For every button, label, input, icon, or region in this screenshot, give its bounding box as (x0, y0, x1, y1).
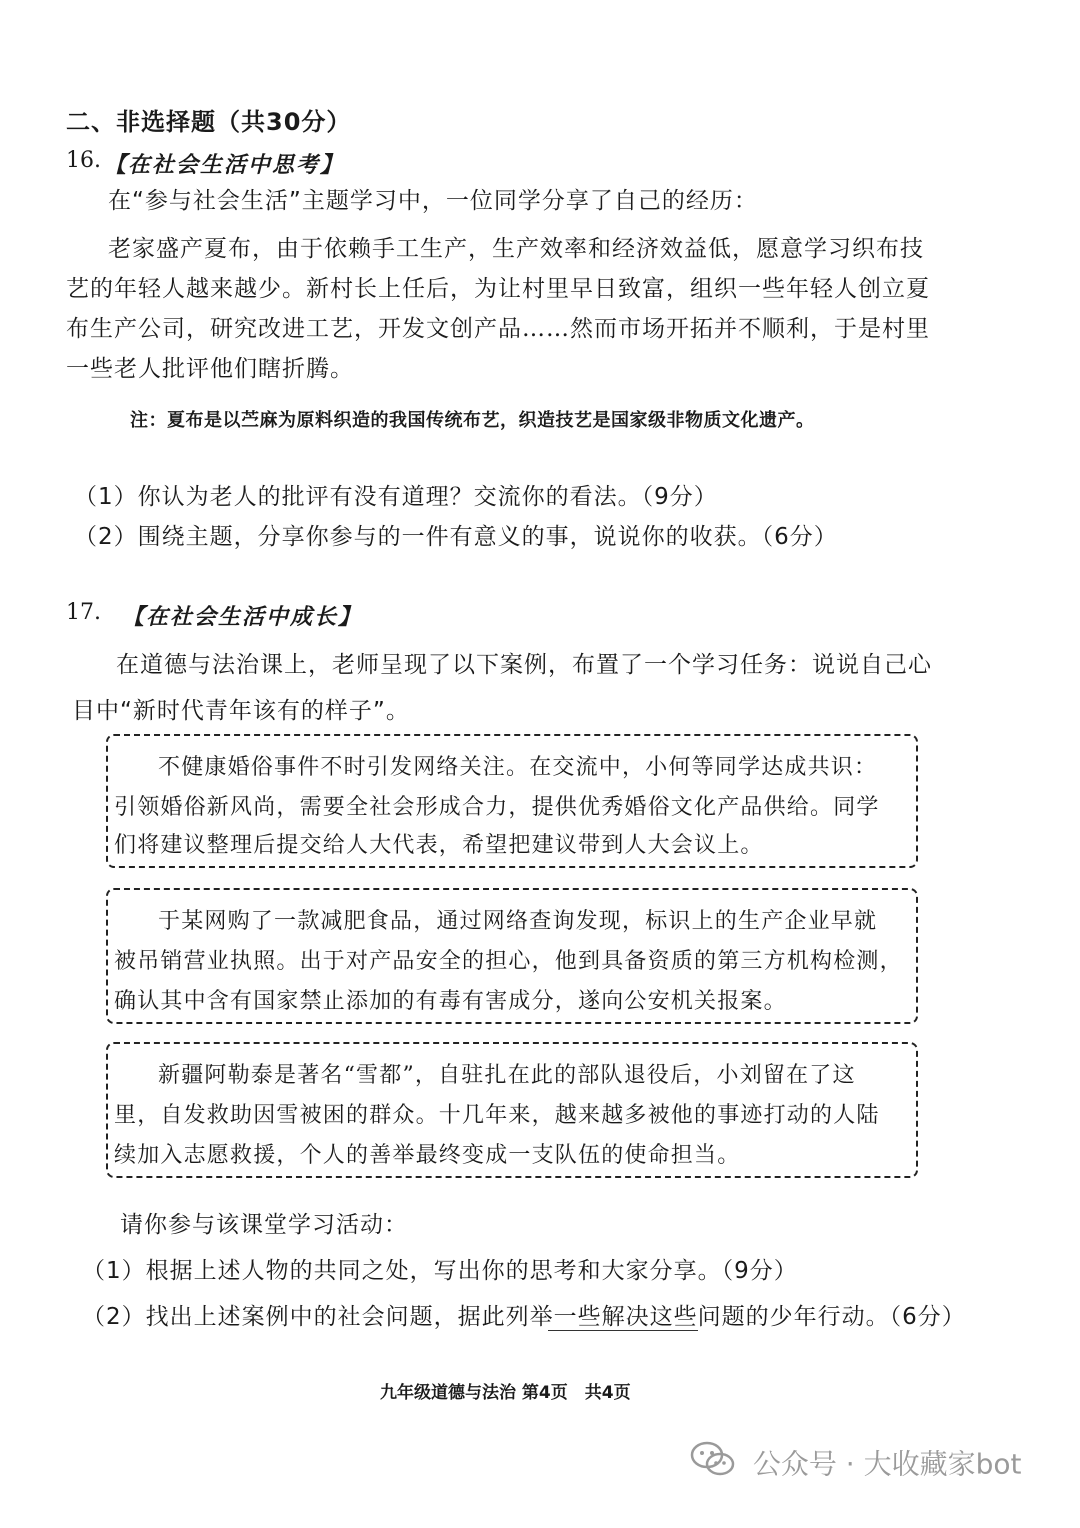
case-box-1 (106, 734, 918, 868)
case-2-line: 被吊销营业执照。出于对产品安全的担心，他到具备资质的第三方机构检测， (114, 949, 903, 974)
section-title: 二、非选择题（共30分） (66, 108, 352, 136)
handwritten-underline (548, 1330, 698, 1331)
case-1-line: 不健康婚俗事件不时引发网络关注。在交流中，小何等同学达成共识： (158, 755, 878, 780)
page-footer: 九年级道德与法治 第4页 共4页 (380, 1383, 631, 1403)
q16-note: 注：夏布是以苎麻为原料织造的我国传统布艺，织造技艺是国家级非物质文化遗产。 (130, 410, 815, 431)
q16-story-line: 艺的年轻人越来越少。新村长上任后，为让村里早日致富，组织一些年轻人创立夏 (66, 276, 930, 302)
q16-story-line: 布生产公司，研究改进工艺，开发文创产品……然而市场开拓并不顺利，于是村里 (66, 316, 930, 342)
q16-story-line: 一些老人批评他们瞎折腾。 (66, 356, 354, 382)
q17-number: 17. (66, 600, 101, 625)
case-box-2 (106, 888, 918, 1024)
q17-intro-line: 目中“新时代青年该有的样子”。 (72, 698, 410, 724)
q17-question-1: （1）根据上述人物的共同之处，写出你的思考和大家分享。（9分） (82, 1258, 798, 1284)
q16-story-line: 老家盛产夏布，由于依赖手工生产，生产效率和经济效益低，愿意学习织布技 (108, 236, 924, 262)
q16-intro: 在“参与社会生活”主题学习中，一位同学分享了自己的经历： (108, 188, 758, 214)
q17-prompt: 请你参与该课堂学习活动： (120, 1212, 408, 1238)
case-3-line: 续加入志愿救援，个人的善举最终变成一支队伍的使命担当。 (114, 1143, 741, 1168)
case-3-line: 新疆阿勒泰是著名“雪都”，自驻扎在此的部队退役后，小刘留在了这 (158, 1063, 856, 1088)
case-2-line: 于某网购了一款减肥食品，通过网络查询发现，标识上的生产企业早就 (158, 909, 878, 934)
case-2-line: 确认其中含有国家禁止添加的有毒有害成分，遂向公安机关报案。 (114, 989, 787, 1014)
watermark-text: 公众号 · 大收藏家bot (752, 1447, 1022, 1481)
case-1-line: 引领婚俗新风尚，需要全社会形成合力，提供优秀婚俗文化产品供给。同学 (114, 795, 880, 820)
q16-number: 16. (66, 148, 101, 173)
q16-question-2: （2）围绕主题，分享你参与的一件有意义的事，说说你的收获。（6分） (74, 524, 838, 550)
case-3-line: 里，自发救助因雪被困的群众。十几年来，越来越多被他的事迹打动的人陆 (114, 1103, 880, 1128)
q17-tag: 【在社会生活中成长】 (122, 604, 363, 630)
q16-tag: 【在社会生活中思考】 (104, 152, 345, 178)
q17-question-2: （2）找出上述案例中的社会问题，据此列举一些解决这些问题的少年行动。（6分） (82, 1304, 966, 1330)
watermark (690, 1440, 1022, 1485)
q16-question-1: （1）你认为老人的批评有没有道理？交流你的看法。（9分） (74, 484, 718, 510)
wechat-icon (690, 1440, 736, 1485)
case-1-line: 们将建议整理后提交给人大代表，希望把建议带到人大会议上。 (114, 833, 764, 858)
case-box-3 (106, 1042, 918, 1178)
q17-intro-line: 在道德与法治课上，老师呈现了以下案例，布置了一个学习任务：说说自己心 (116, 652, 932, 678)
